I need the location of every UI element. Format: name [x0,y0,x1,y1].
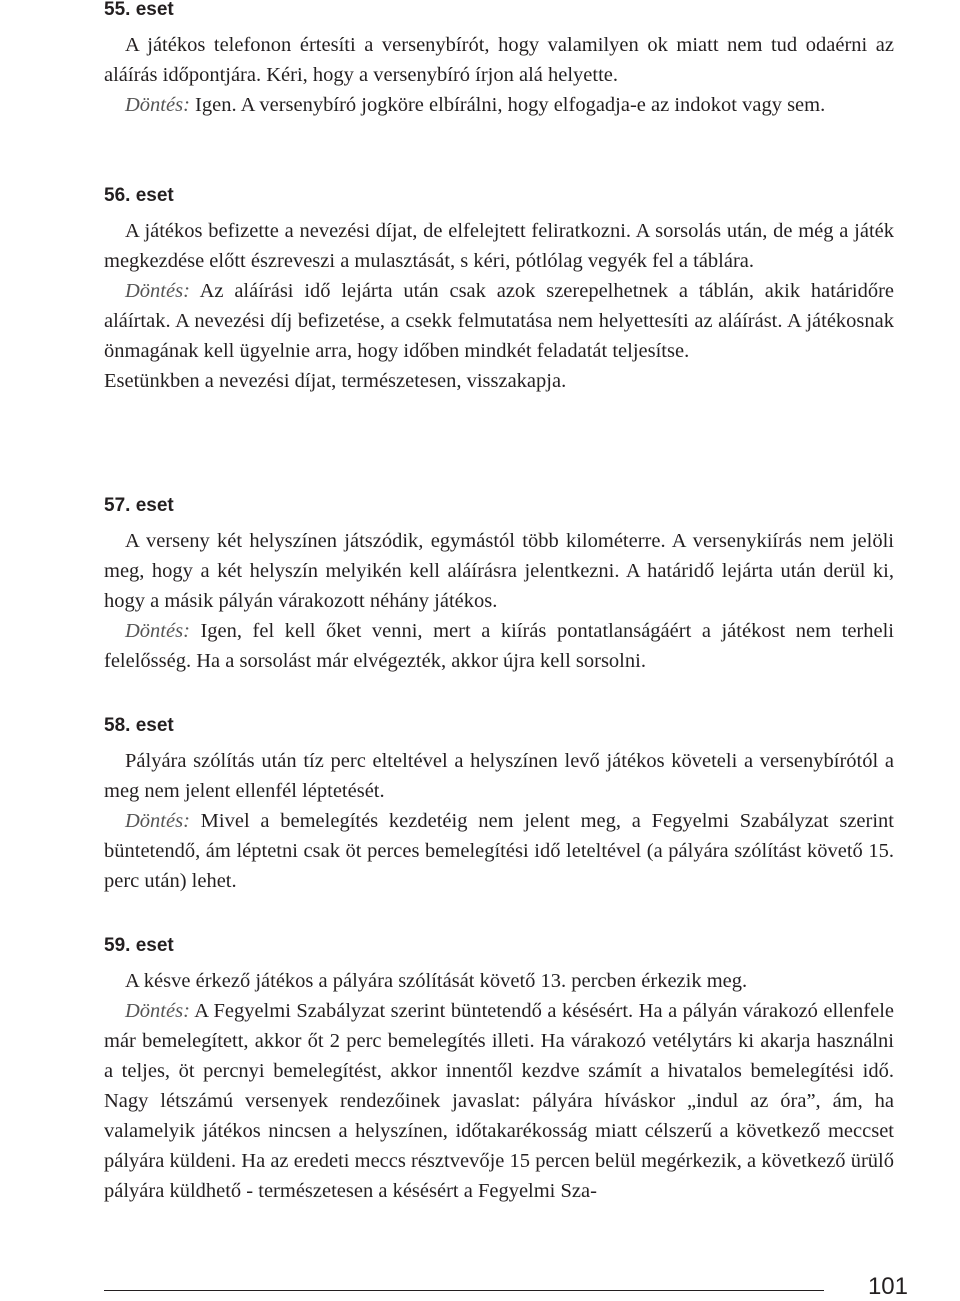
decision-label: Döntés: [125,280,190,302]
case-55 [104,0,894,120]
paragraph-text: A játékos befizette a nevezési díjat, de elfelejtett feliratkozni. A sorsolás után, de még a játék megkezdése előtt észreveszi a mulasztását, s kéri, pótlólag vegyék fel a táblára. [104,220,894,272]
decision-text: A Fegyelmi Szabályzat szerint büntetendő a késésért. Ha a pályán várakozó ellenfele már bemelegített, akkor őt 2 perc bemelegítés illeti. Ha várakozó vetélytárs ki akarja használni a teljes, öt percnyi bemelegítést, akkor innentől kezdve számít a hivatalos bemelegítési idő. Nagy létszámú versenyek rendezőinek javaslat: pályára híváskor „indul az óra”, ám, ha valamelyik játékos nincsen a helyszínen, időtakarékosság miatt célszerű a következő meccset pályára küldeni. Ha az eredeti meccs résztvevője 15 percen belül megérkezik, a következő ürülő pályára küldhető - természetesen a késésért a Fegyelmi Sza- [104,1000,894,1202]
case-title: 55. eset [104,0,174,20]
case-description [104,746,894,806]
case-59 [104,936,894,1206]
decision-label: Döntés: [125,1000,190,1022]
case-note [104,366,894,396]
decision-text: Mivel a bemelegítés kezdetéig nem jelent meg, a Fegyelmi Szabályzat szerint büntetendő, ám léptetni csak öt perces bemelegítési idő leteltével (a pályára szólítást követő 15. perc után) lehet. [104,810,894,892]
paragraph-text: A késve érkező játékos a pályára szólítását követő 13. percben érkezik meg. [125,970,748,992]
decision-label: Döntés: [125,620,190,642]
case-58 [104,716,894,896]
case-description [104,30,894,90]
case-description [104,966,894,996]
footer-rule [104,1290,824,1291]
case-description [104,216,894,276]
decision-paragraph [104,90,894,120]
case-56 [104,186,894,396]
case-57 [104,496,894,676]
decision-paragraph [104,996,894,1206]
case-title: 58. eset [104,715,174,736]
case-title: 57. eset [104,495,174,516]
decision-paragraph [104,616,894,676]
decision-paragraph [104,806,894,896]
decision-label: Döntés: [125,94,190,116]
paragraph-text: Esetünkben a nevezési díjat, természetesen, visszakapja. [104,370,567,392]
decision-label: Döntés: [125,810,190,832]
paragraph-text: A verseny két helyszínen játszódik, egymástól több kilométerre. A versenykiírás nem jelöli meg, hogy a két helyszín melyikén kell aláírásra jelentkezni. A határidő lejárta után derül ki, hogy a másik pályán várakozott néhány játékos. [104,530,894,612]
case-title: 56. eset [104,185,174,206]
decision-text: Igen, fel kell őket venni, mert a kiírás pontatlanságáért a játékost nem terheli felelősség. Ha a sorsolást már elvégezték, akkor újra kell sorsolni. [104,620,894,672]
paragraph-text: A játékos telefonon értesíti a versenybírót, hogy valamilyen ok miatt nem tud odaérni az aláírás időpontjára. Kéri, hogy a versenybíró írjon alá helyette. [104,34,894,86]
decision-text: Az aláírási idő lejárta után csak azok szerepelhetnek a táblán, akik határidőre aláírtak. A nevezési díj befizetése, a csekk felmutatása nem helyettesíti az aláírást. A játékosnak önmagának kell ügyelnie arra, hogy időben mindkét feladatát teljesítse. [104,280,894,362]
decision-text: Igen. A versenybíró jogköre elbírálni, hogy elfogadja-e az indokot vagy sem. [189,94,826,116]
paragraph-text: Pályára szólítás után tíz perc elteltével a helyszínen levő játékos követeli a versenybírótól a meg nem jelent ellenfél léptetését. [104,750,894,802]
decision-paragraph [104,276,894,366]
case-title: 59. eset [104,935,174,956]
case-description [104,526,894,616]
page-number: 101 [867,1273,908,1300]
